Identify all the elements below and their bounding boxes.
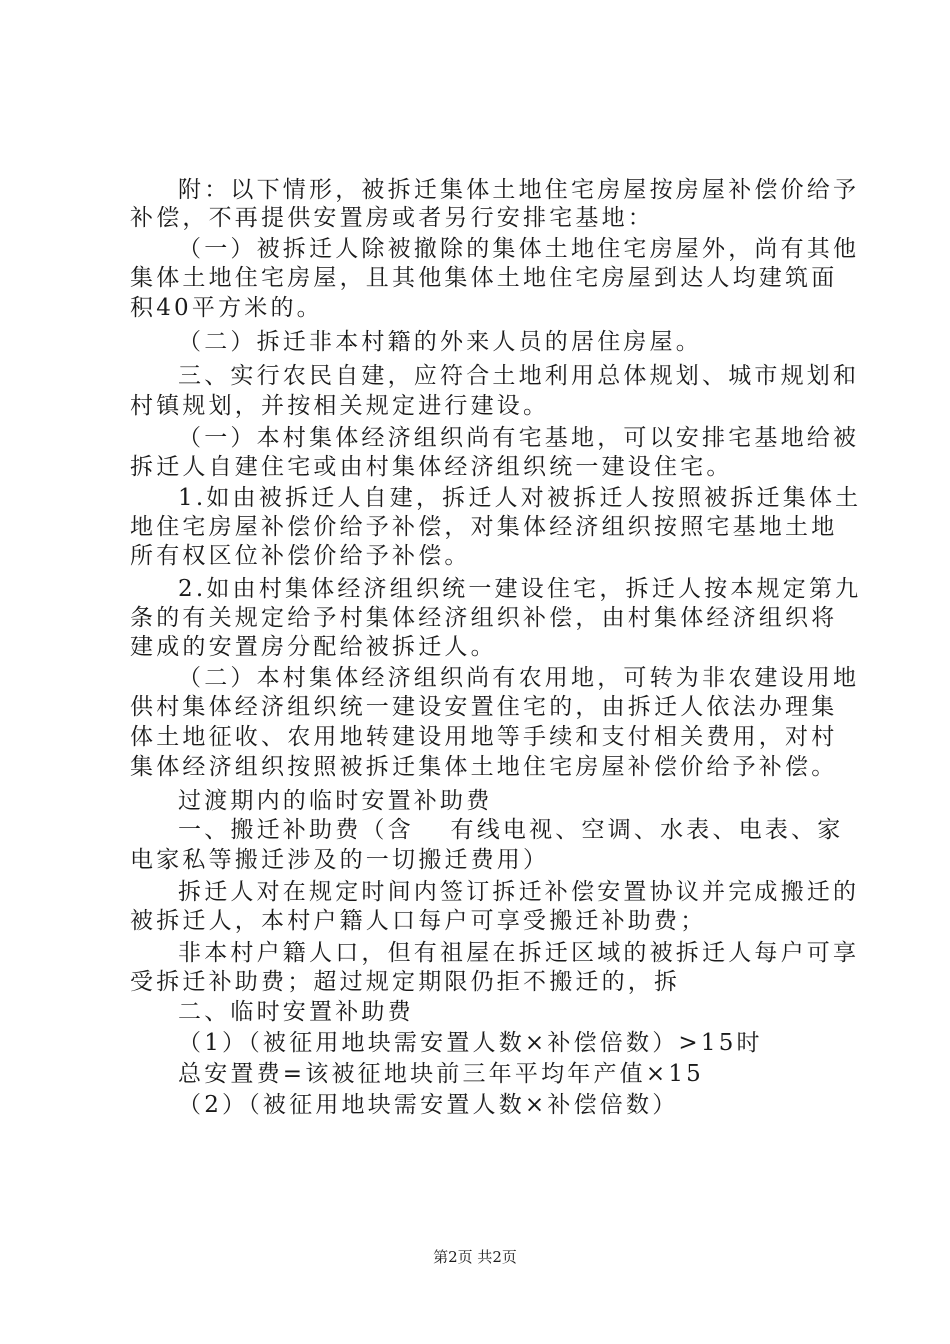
- paragraph-line: 被拆迁人，本村户籍人口每户可享受搬迁补助费；: [130, 908, 707, 934]
- paragraph-line: 受拆迁补助费；超过规定期限仍拒不搬迁的，拆: [130, 969, 681, 995]
- paragraph-line: （二）本村集体经济组织尚有农用地，可转为非农建设用地: [178, 665, 860, 691]
- paragraph-line: 1.如由被拆迁人自建，拆迁人对被拆迁人按照被拆迁集体土: [178, 485, 862, 511]
- paragraph-line: 三、实行农民自建，应符合土地利用总体规划、城市规划和: [178, 363, 860, 389]
- section-heading: 二、临时安置补助费: [178, 999, 414, 1025]
- formula-line: （2）（被征用地块需安置人数×补偿倍数）: [178, 1092, 679, 1118]
- formula-line: 总安置费=该被征地块前三年平均年产值×15: [178, 1061, 705, 1087]
- paragraph-line: 供村集体经济组织统一建设安置住宅的，由拆迁人依法办理集: [130, 694, 838, 720]
- paragraph-line: 拆迁人自建住宅或由村集体经济组织统一建设住宅。: [130, 454, 733, 480]
- section-heading: 过渡期内的临时安置补助费: [178, 788, 493, 814]
- formula-line: （1）（被征用地块需安置人数×补偿倍数）>15时: [178, 1030, 763, 1056]
- paragraph-line: 村镇规划，并按相关规定进行建设。: [130, 393, 550, 419]
- paragraph-line: 体土地征收、农用地转建设用地等手续和支付相关费用，对村: [130, 724, 838, 750]
- paragraph-line: 补偿，不再提供安置房或者另行安排宅基地：: [130, 205, 654, 231]
- paragraph-line: 积40平方米的。: [130, 295, 323, 321]
- paragraph-line: （一）被拆迁人除被撤除的集体土地住宅房屋外，尚有其他: [178, 236, 860, 262]
- paragraph-line: 电家私等搬迁涉及的一切搬迁费用）: [130, 847, 550, 873]
- paragraph-line: 附：以下情形，被拆迁集体土地住宅房屋按房屋补偿价给予: [178, 177, 860, 203]
- paragraph-line: 集体土地住宅房屋，且其他集体土地住宅房屋到达人均建筑面: [130, 265, 838, 291]
- paragraph-line: 地住宅房屋补偿价给予补偿，对集体经济组织按照宅基地土地: [130, 514, 838, 540]
- paragraph-line: 所有权区位补偿价给予补偿。: [130, 543, 471, 569]
- paragraph-line: 条的有关规定给予村集体经济组织补偿，由村集体经济组织将: [130, 605, 838, 631]
- paragraph-line: （一）本村集体经济组织尚有宅基地，可以安排宅基地给被: [178, 425, 860, 451]
- paragraph-line: 建成的安置房分配给被拆迁人。: [130, 634, 497, 660]
- paragraph-line: 2.如由村集体经济组织统一建设住宅，拆迁人按本规定第九: [178, 576, 862, 602]
- paragraph-line: 集体经济组织按照被拆迁集体土地住宅房屋补偿价给予补偿。: [130, 754, 838, 780]
- page-number: 第2页 共2页: [433, 1248, 517, 1266]
- paragraph-line: （二）拆迁非本村籍的外来人员的居住房屋。: [178, 329, 702, 355]
- paragraph-line: 拆迁人对在规定时间内签订拆迁补偿安置协议并完成搬迁的: [178, 879, 860, 905]
- paragraph-line: 一、搬迁补助费（含 有线电视、空调、水表、电表、家: [178, 817, 844, 843]
- paragraph-line: 非本村户籍人口，但有祖屋在拆迁区域的被拆迁人每户可享: [178, 940, 860, 966]
